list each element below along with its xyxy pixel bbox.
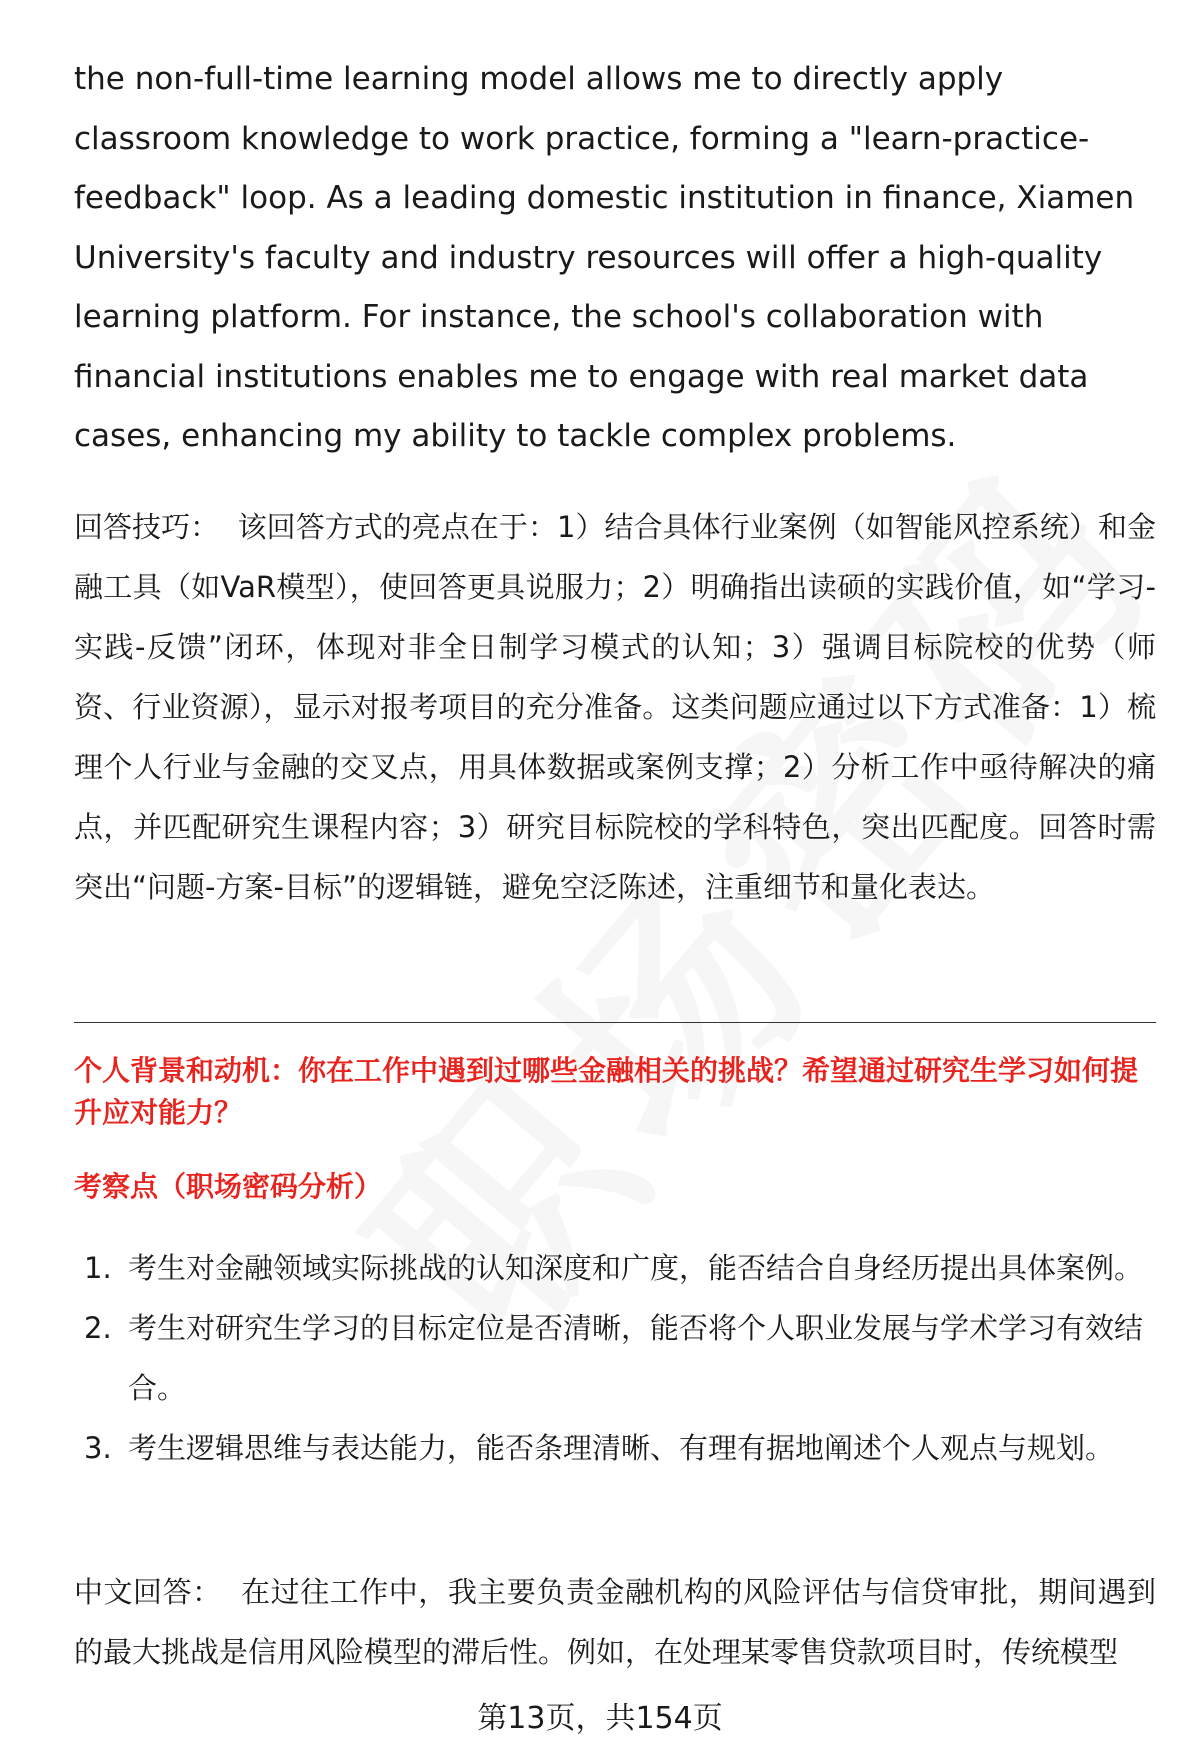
list-item-text: 考生逻辑思维与表达能力，能否条理清晰、有理有据地阐述个人观点与规划。 <box>128 1431 1115 1465</box>
list-number: 1. <box>84 1251 112 1285</box>
chinese-answer <box>74 1562 1156 1682</box>
list-number: 2. <box>84 1311 112 1345</box>
tips-text: 该回答方式的亮点在于：1）结合具体行业案例（如智能风控系统）和金融工具（如VaR模型），使回答更具说服力；2）明确指出读硕的实践价值，如“学习-实践-反馈”闭环，体现对非全日制学习模式的认知；3）强调目标院校的优势（师资、行业资源），显示对报考项目的充分准备。这类问题应通过以下方式准备：1）梳理个人行业与金融的交叉点，用具体数据或案例支撑；2）分析工作中亟待解决的痛点，并匹配研究生课程内容；3）研究目标院校的学科特色，突出匹配度。回答时需突出“问题-方案-目标”的逻辑链，避免空泛陈述，注重细节和量化表达。 <box>74 510 1157 904</box>
answer-text: 在过往工作中，我主要负责金融机构的风险评估与信贷审批，期间遇到的最大挑战是信用风险模型的滞后性。例如，在处理某零售贷款项目时，传统模型 <box>74 1575 1156 1669</box>
english-paragraph: the non-full-time learning model allows me to directly apply classroom knowledge to work practice, forming a "learn-practice-feedback" loop. As a leading domestic institution in finance, Xiamen University's faculty and industry resources will offer a high-quality learning platform. For instance, the school's collaboration with financial institutions enables me to engage with real market data cases, enhancing my ability to tackle complex problems. <box>74 61 1135 454</box>
list-item <box>74 1418 1156 1478</box>
list-item <box>74 1238 1156 1298</box>
tips-paragraph <box>74 497 1156 917</box>
section-divider <box>74 1022 1156 1023</box>
list-item-text: 考生对研究生学习的目标定位是否清晰，能否将个人职业发展与学术学习有效结合。 <box>128 1311 1144 1405</box>
answer-paragraph <box>74 1562 1156 1682</box>
kaocha-heading: 考察点（职场密码分析） <box>74 1170 383 1203</box>
page-footer: 第13页，共154页 <box>477 1701 723 1736</box>
tips-label: 回答技巧： <box>74 510 220 544</box>
question-heading: 个人背景和动机：你在工作中遇到过哪些金融相关的挑战？希望通过研究生学习如何提升应对能力？ <box>74 1054 1139 1129</box>
list-item-text: 考生对金融领域实际挑战的认知深度和广度，能否结合自身经历提出具体案例。 <box>128 1251 1144 1285</box>
answer-label: 中文回答： <box>74 1575 222 1609</box>
list-number: 3. <box>84 1431 112 1465</box>
answer-tips <box>74 497 1156 917</box>
kaocha-points-list <box>74 1238 1156 1478</box>
list-item <box>74 1298 1156 1418</box>
